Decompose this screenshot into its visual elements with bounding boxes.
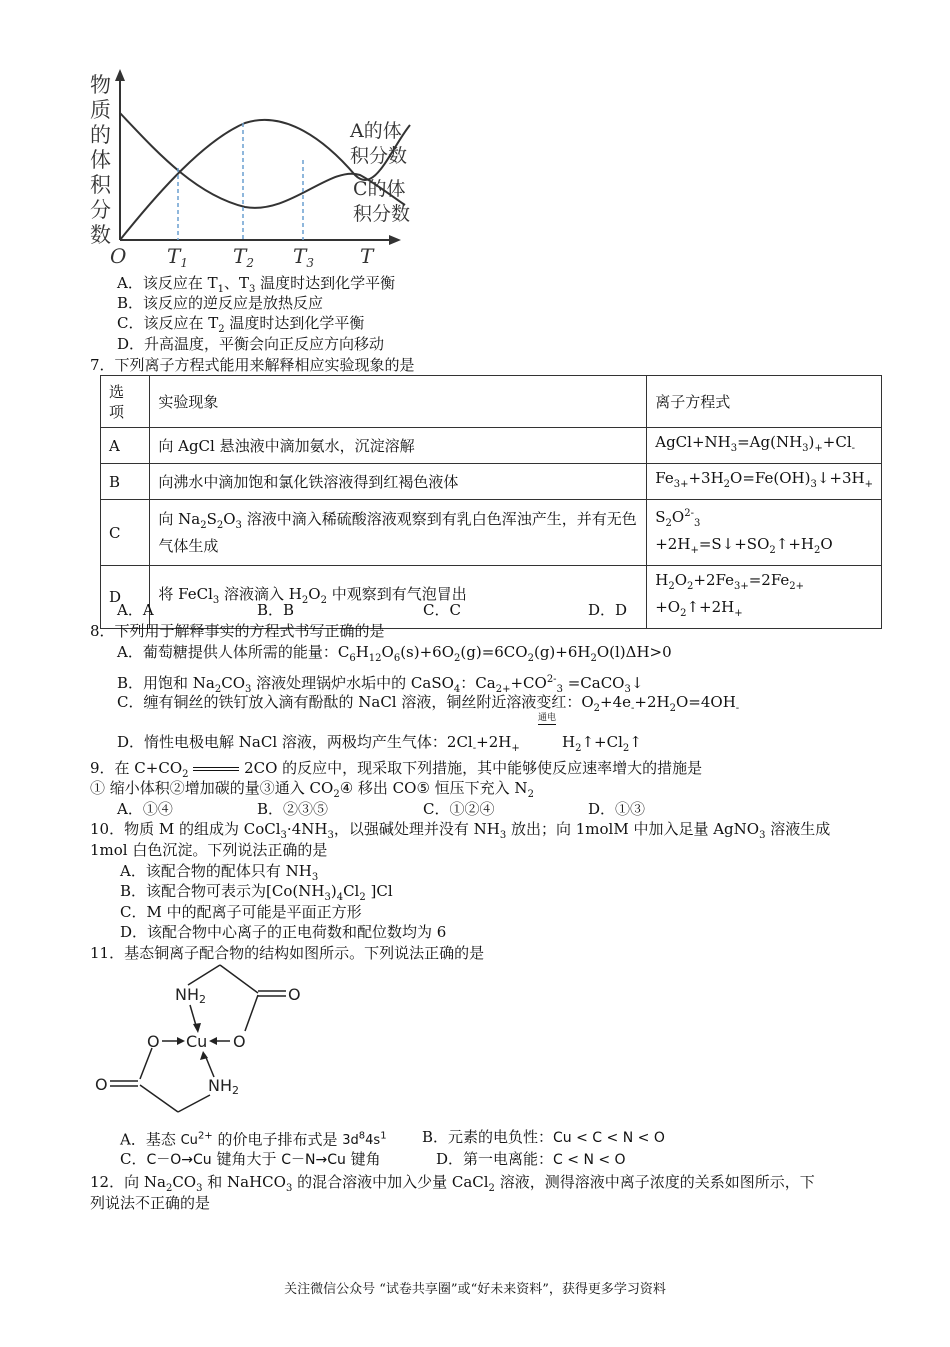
q6-option-c: C．该反应在 $T_2$ 温度时达到化学平衡 xyxy=(117,314,365,335)
y-axis-label-6: 分 xyxy=(90,198,111,222)
q7-row-d-equation: $H_2O_2+2Fe_{3+}=2Fe_{2+}$ $+O_2↑+2H_+$ xyxy=(647,566,882,629)
x-axis-label: T xyxy=(360,244,374,268)
q7-row-c-equation: $S_2O^{2-}_3$ $+2H_+=S↓+SO_2↑+H_2O$ xyxy=(647,500,882,566)
tick-t2: $T_2$ xyxy=(233,244,254,270)
q9-option-d: D．①③ xyxy=(588,800,646,818)
q7-row-c-option: C xyxy=(101,500,150,566)
q6-option-d: D．升高温度，平衡会向正反应方向移动 xyxy=(117,335,385,353)
q7-table xyxy=(100,375,882,629)
q7-header-equation: 离子方程式 xyxy=(647,376,882,428)
y-axis-label-3: 的 xyxy=(90,123,111,147)
equilibrium-graph xyxy=(85,65,430,275)
q10-stem-1: 10．物质 M 的组成为 $CoCl_3\cdot 4NH_3$，以强碱处理并没有 $NH_3$ 放出；向 1molM 中加入足量 AgNO$_3$ 溶液生成 xyxy=(90,820,831,841)
q8-stem: 8．下列用于解释事实的方程式书写正确的是 xyxy=(90,622,385,640)
q10-option-b: B．该配合物可表示为[$Co(NH_3)_4Cl_2$ ]Cl xyxy=(120,882,393,903)
y-axis-label-4: 体 xyxy=(90,148,111,172)
q7-row-c-phenomenon: 向 $Na_2S_2O_3$ 溶液中滴入稀硫酸溶液观察到有乳白色浑浊产生，并有无色气体生成 xyxy=(150,500,647,566)
o-left: O xyxy=(147,1032,160,1051)
q11-option-c: C．C－O→Cu 键角大于 C－N→Cu 键角 xyxy=(120,1150,381,1168)
copper-complex-structure xyxy=(90,955,320,1120)
x-axis-arrow xyxy=(389,235,401,245)
q8-option-d-products: $H_2↑+Cl_2↑$ xyxy=(562,733,642,754)
q10-option-c: C．M 中的配离子可能是平面正方形 xyxy=(120,903,362,921)
q7-row-d-phenomenon: 将 FeCl$_3$ 溶液滴入 $H_2O_2$ 中观察到有气泡冒出 xyxy=(150,566,647,629)
q8-electrolysis-condition: 通电 xyxy=(538,713,557,723)
q7-row-b-option: B xyxy=(101,464,150,500)
curve-c-label-2: 积分数 xyxy=(353,203,411,225)
q7-stem: 7．下列离子方程式能用来解释相应实验现象的是 xyxy=(90,356,415,374)
q7-option-a: A．A xyxy=(117,601,154,619)
q7-option-b: B．B xyxy=(257,601,295,619)
q12-stem-2: 列说法不正确的是 xyxy=(90,1194,211,1212)
q7-row-b-phenomenon: 向沸水中滴加饱和氯化铁溶液得到红褐色液体 xyxy=(150,464,647,500)
curve-c-label-1: C的体 xyxy=(353,178,406,200)
q11-stem: 11．基态铜离子配合物的结构如图所示。下列说法正确的是 xyxy=(90,944,485,962)
q6-option-a: A．该反应在 $T_1$、$T_3$ 温度时达到化学平衡 xyxy=(117,274,396,295)
q6-option-b: B．该反应的逆反应是放热反应 xyxy=(117,294,324,312)
q8-option-b: B．用饱和 $Na_2CO_3$ 溶液处理锅炉水垢中的 CaSO$_4$：$Ca_{2+}+CO^{2-}_3$ =CaCO$_3$↓ xyxy=(117,674,644,695)
q7-header-option: 选 项 xyxy=(101,376,150,428)
q7-row-d-option: D xyxy=(101,566,150,629)
q7-row-a-option: A xyxy=(101,428,150,464)
q8-option-c: C．缠有铜丝的铁钉放入滴有酚酞的 NaCl 溶液，铜丝附近溶液变红：$O_2+4e_-+2H_2O=4OH_-$ xyxy=(117,693,740,714)
tick-t1: $T_1$ xyxy=(167,244,188,270)
q11-option-d: D．第一电离能：C < N < O xyxy=(436,1150,626,1168)
q9-option-a: A．①④ xyxy=(117,800,173,818)
cu-atom: Cu xyxy=(186,1032,208,1051)
q9-measures: ① 缩小体积②增加碳的量③通入 $CO_2④$ 移出 CO⑤ 恒压下充入 $N_2$ xyxy=(90,779,534,800)
q8-option-d: D．惰性电极电解 NaCl 溶液，两极均产生气体：$2Cl_-+2H_+$ xyxy=(117,733,520,754)
y-axis-arrow xyxy=(115,69,125,81)
curve-a-label-1: A的体 xyxy=(350,120,402,142)
q7-option-c: C．C xyxy=(423,601,461,619)
q10-option-a: A．该配合物的配体只有 $NH_3$ xyxy=(120,862,319,883)
origin-label: O xyxy=(110,244,127,268)
q7-row-a-equation: $AgCl+NH_3=Ag(NH_3)_++Cl_-$ xyxy=(647,428,882,464)
q12-stem-1: 12．向 $Na_2CO_3$ 和 NaHCO$_3$ 的混合溶液中加入少量 CaCl$_2$ 溶液，测得溶液中离子浓度的关系如图所示，下 xyxy=(90,1173,815,1194)
y-axis-label-2: 质 xyxy=(90,98,111,122)
y-axis-label-7: 数 xyxy=(90,223,111,247)
y-axis-label-1: 物 xyxy=(90,73,111,97)
q10-stem-2: 1mol 白色沉淀。下列说法正确的是 xyxy=(90,841,328,859)
q8-option-a: A．葡萄糖提供人体所需的能量：$C_6H_{12}O_6(s)+6O_2(g)=6CO_2(g)+6H_2O(l)\Delta H>0$ xyxy=(117,643,672,664)
o-bottom-carbonyl: O xyxy=(95,1075,108,1094)
q7-row-a-phenomenon: 向 AgCl 悬浊液中滴加氨水，沉淀溶解 xyxy=(150,428,647,464)
page-footer: 关注微信公众号 “试卷共享圈”或“好未来资料”，获得更多学习资料 xyxy=(284,1282,666,1297)
o-right-carbonyl: O xyxy=(288,985,301,1004)
q11-option-a: A．基态 $Cu^{2+}$ 的价电子排布式是 $3d^84s^1$ xyxy=(120,1130,387,1149)
nh2-top: NH2 xyxy=(175,985,206,1006)
q7-header-phenomenon: 实验现象 xyxy=(150,376,647,428)
q9-stem: 9．在 $C+CO_2$ 2CO 的反应中，现采取下列措施，其中能够使反应速率增大的措施是 xyxy=(90,759,703,780)
tick-t3: $T_3$ xyxy=(293,244,314,270)
q7-option-d: D．D xyxy=(588,601,628,619)
nh2-bottom: NH2 xyxy=(208,1076,239,1097)
q9-option-c: C．①②④ xyxy=(423,800,495,818)
curve-a-label-2: 积分数 xyxy=(350,145,408,167)
q9-option-b: B．②③⑤ xyxy=(257,800,329,818)
q7-row-b-equation: $Fe_{3+}+3H_2O=Fe(OH)_3↓+3H_+$ xyxy=(647,464,882,500)
q10-option-d: D．该配合物中心离子的正电荷数和配位数均为 6 xyxy=(120,923,447,941)
o-mid: O xyxy=(233,1032,246,1051)
y-axis-label-5: 积 xyxy=(90,173,111,197)
q11-option-b: B．元素的电负性：Cu < C < N < O xyxy=(422,1128,665,1146)
